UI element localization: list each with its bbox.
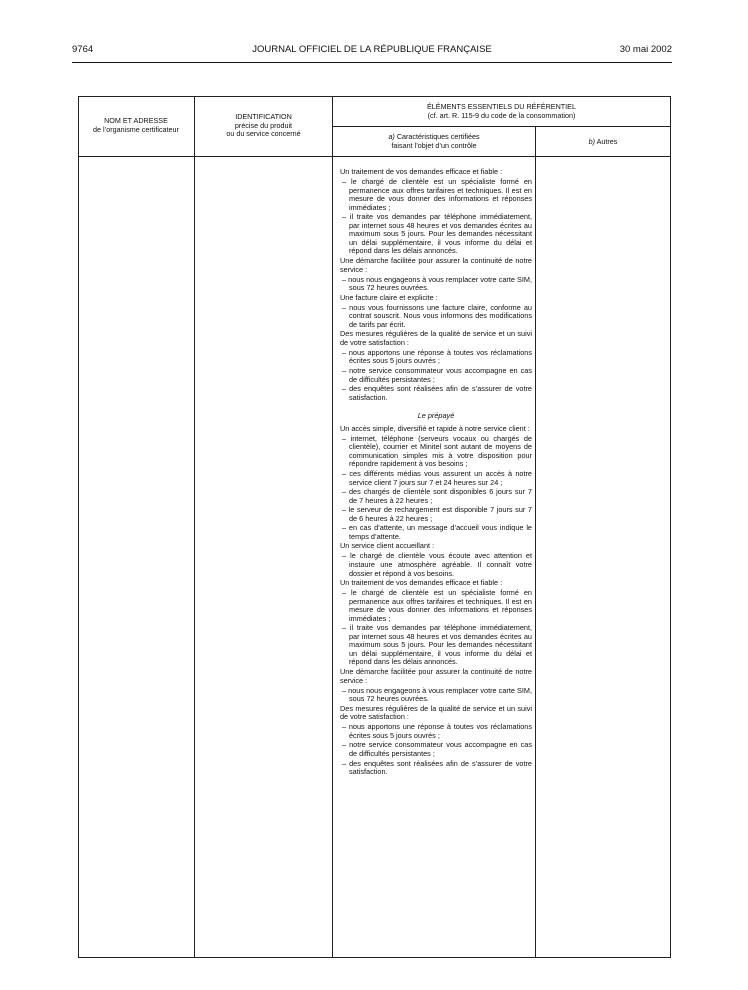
bullet-item: – des enquêtes sont réalisées afin de s’assurer de votre satisfaction. bbox=[342, 758, 532, 777]
table-border-top bbox=[78, 96, 671, 97]
col-divider-1 bbox=[194, 96, 195, 958]
col2-subtitle-2: ou du service concerné bbox=[226, 129, 301, 139]
paragraph: Des mesures régulières de la qualité de service et un suivi de votre satisfaction : bbox=[340, 703, 532, 722]
col1-subtitle: de l’organisme certificateur bbox=[93, 124, 179, 134]
subcol-header-b bbox=[536, 138, 670, 147]
bullet-item: – nous apportons une réponse à toutes vos réclamations écrites sous 5 jours ouvrés ; bbox=[342, 347, 532, 366]
bullet-item: – notre service consommateur vous accompagne en cas de difficultés persistantes ; bbox=[342, 366, 532, 384]
header-rule bbox=[72, 62, 672, 63]
table-border-left bbox=[78, 96, 79, 958]
paragraph: Des mesures régulières de la qualité de service et un suivi de votre satisfaction : bbox=[340, 329, 532, 347]
col-divider-2 bbox=[332, 96, 333, 958]
bullet-item: – le chargé de clientèle est un spécialiste formé en permanence aux offres tarifaires et techniques. Il est en mesure de vous donner des informations et réponses immédiates ; bbox=[342, 588, 532, 623]
bullet-item: – des enquêtes sont réalisées afin de s’assurer de votre satisfaction. bbox=[342, 384, 532, 402]
col2-title: IDENTIFICATION bbox=[235, 112, 292, 121]
bullet-item: – nous vous fournissons une facture claire, conforme au contrat souscrit. Nous vous informons des modifications de tarifs par écrit. bbox=[342, 302, 532, 329]
table-border-right bbox=[670, 96, 671, 958]
bullet-item: – des chargés de clientèle sont disponibles 6 jours sur 7 de 7 heures à 22 heures ; bbox=[342, 487, 532, 505]
paragraph: Une facture claire et explicite : bbox=[340, 292, 438, 302]
bullet-item: – ces différents médias vous assurent un accès à notre service client 7 jours sur 7 et 24 heures sur 24 ; bbox=[342, 469, 532, 487]
paragraph: Une démarche facilitée pour assurer la continuité de notre service : bbox=[340, 255, 532, 274]
section-heading: Le prépayé bbox=[417, 411, 455, 421]
group-subtitle: (cf. art. R. 115-9 du code de la consommation) bbox=[427, 110, 576, 120]
bullet-item: – il traite vos demandes par téléphone immédiatement, par internet sous 48 heures et vos demandes écrites au maximum sous 5 jours. Pour les demandes nécessitant un délai supplémentaire, il vous informe du délai et répond dans les délais annoncés. bbox=[342, 623, 532, 667]
paragraph: Une démarche facilitée pour assurer la continuité de notre service : bbox=[340, 667, 532, 685]
paragraph: Un traitement de vos demandes efficace et fiable : bbox=[340, 578, 503, 588]
bullet-item: – nous nous engageons à vous remplacer votre carte SIM, sous 72 heures ouvrées. bbox=[342, 685, 532, 704]
group-subrule bbox=[332, 126, 671, 127]
paragraph: Un traitement de vos demandes efficace et fiable : bbox=[340, 167, 503, 176]
page-header bbox=[72, 44, 672, 58]
subcol-a-prefix: a) bbox=[388, 132, 395, 141]
col2-subtitle-1: précise du produit bbox=[234, 120, 293, 130]
table-border-bottom bbox=[78, 957, 671, 958]
group-title: ÉLÉMENTS ESSENTIELS DU RÉFÉRENTIEL bbox=[427, 102, 576, 111]
paragraph: Un accès simple, diversifié et rapide à notre service client : bbox=[340, 423, 530, 433]
bullet-item: – il traite vos demandes par téléphone immédiatement, par internet sous 48 heures et vos demandes écrites au maximum sous 5 jours. Pour les demandes nécessitant un délai supplémentaire, il vous informe du délai et répond dans les délais annoncés. bbox=[342, 212, 532, 256]
issue-date: 30 mai 2002 bbox=[619, 44, 672, 55]
certified-characteristics-text bbox=[340, 168, 532, 778]
header-separator bbox=[78, 156, 671, 157]
col1-title: NOM ET ADRESSE bbox=[104, 116, 168, 125]
bullet-item: – nous nous engageons à vous remplacer votre carte SIM, sous 72 heures ouvrées. bbox=[342, 274, 532, 293]
col-header-organisme bbox=[78, 117, 194, 134]
bullet-item: – notre service consommateur vous accompagne en cas de difficultés persistantes ; bbox=[342, 740, 532, 758]
col-divider-3 bbox=[535, 126, 536, 958]
subcol-a-line2: faisant l’objet d’un contrôle bbox=[391, 140, 477, 150]
subcol-header-a bbox=[333, 133, 535, 150]
journal-title: JOURNAL OFFICIEL DE LA RÉPUBLIQUE FRANÇAISE bbox=[252, 44, 492, 55]
bullet-item: – nous apportons une réponse à toutes vos réclamations écrites sous 5 jours ouvrés ; bbox=[342, 722, 532, 740]
bullet-item: – le chargé de clientèle est un spécialiste formé en permanence aux offres tarifaires et techniques. Il est en mesure de vous donner des informations et réponses immédiates ; bbox=[342, 177, 532, 212]
bullet-item: – le chargé de clientèle vous écoute avec attention et instaure une atmosphère agréable. Il connaît votre dossier et répond à vos besoins. bbox=[342, 551, 532, 578]
subcol-b-label: Autres bbox=[596, 137, 618, 146]
group-header-elements bbox=[333, 103, 670, 120]
subcol-b-prefix: b) bbox=[588, 137, 595, 146]
bullet-item: – internet, téléphone (serveurs vocaux ou chargés de clientèle), courrier et Minitel sont autant de moyens de communication simples mis à votre disposition pour répondre rapidement à vos besoins ; bbox=[342, 433, 532, 469]
page-number: 9764 bbox=[72, 44, 94, 55]
bullet-item: – le serveur de rechargement est disponible 7 jours sur 7 de 6 heures à 22 heures ; bbox=[342, 505, 532, 523]
bullet-item: – en cas d’attente, un message d’accueil vous indique le temps d’attente. bbox=[342, 523, 532, 541]
subcol-a-line1: Caractéristiques certifiées bbox=[396, 132, 480, 141]
paragraph: Un service client accueillant : bbox=[340, 541, 435, 551]
col-header-identification bbox=[195, 113, 332, 139]
